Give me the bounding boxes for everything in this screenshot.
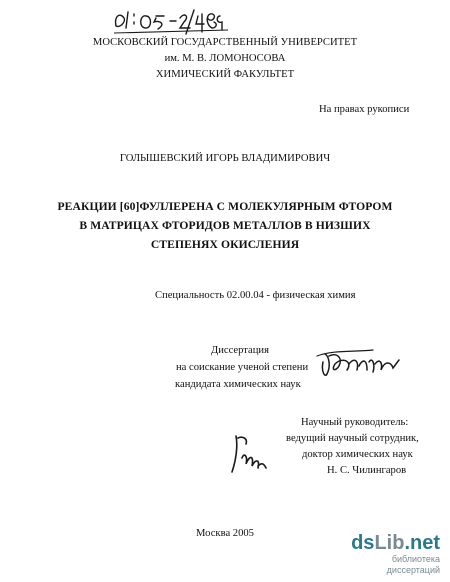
dslib-subtitle: библиотека диссертаций: [386, 554, 440, 575]
place-and-year: Москва 2005: [196, 528, 254, 539]
dslib-watermark: [340, 532, 440, 576]
author-signature: [313, 342, 405, 386]
supervisor-label: Научный руководитель:: [301, 417, 409, 428]
dissertation-degree-field: кандидата химических наук: [175, 379, 301, 390]
supervisor-name: Н. С. Чилингаров: [327, 465, 407, 476]
university-name: МОСКОВСКИЙ ГОСУДАРСТВЕННЫЙ УНИВЕРСИТЕТ: [92, 37, 358, 48]
supervisor-position: ведущий научный сотрудник,: [286, 433, 419, 444]
thesis-title-line-2: В МАТРИЦАХ ФТОРИДОВ МЕТАЛЛОВ В НИЗШИХ: [79, 219, 371, 232]
thesis-title-line-1: РЕАКЦИИ [60]ФУЛЛЕРЕНА С МОЛЕКУЛЯРНЫМ ФТОРОМ: [57, 200, 393, 213]
dissertation-degree-line: на соискание ученой степени: [176, 362, 309, 373]
university-named-after: им. М. В. ЛОМОНОСОВА: [164, 53, 286, 64]
supervisor-degree: доктор химических наук: [302, 449, 413, 460]
author-name: ГОЛЫШЕВСКИЙ ИГОРЬ ВЛАДИМИРОВИЧ: [119, 153, 331, 164]
supervisor-signature: [222, 428, 270, 478]
dissertation-label: Диссертация: [211, 345, 269, 356]
handwritten-catalog-number: [110, 6, 230, 36]
specialty-code: Специальность 02.00.04 - физическая химия: [155, 290, 356, 301]
dslib-logo: dsLib.net: [351, 532, 440, 554]
faculty-name: ХИМИЧЕСКИЙ ФАКУЛЬТЕТ: [155, 69, 295, 80]
thesis-title-line-3: СТЕПЕНЯХ ОКИСЛЕНИЯ: [150, 238, 300, 251]
manuscript-rights-note: На правах рукописи: [319, 104, 410, 115]
